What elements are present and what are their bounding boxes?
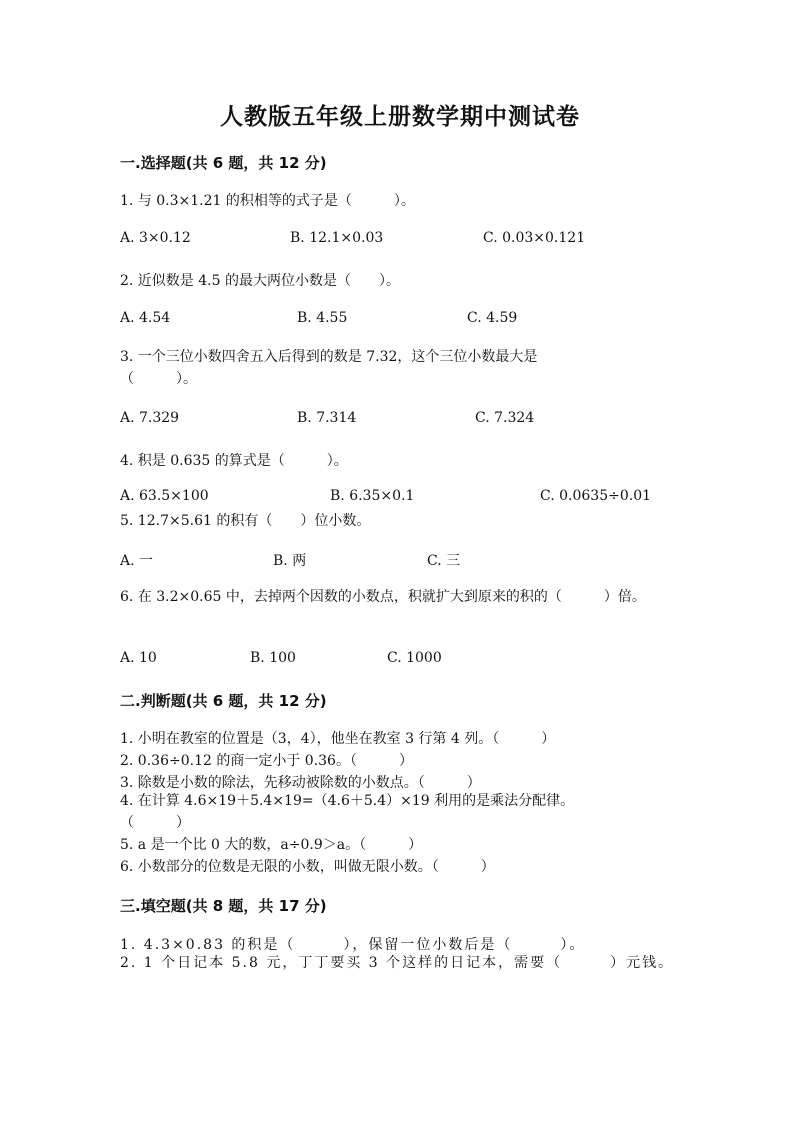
section-heading-judgement: 二.判断题(共 6 题，共 12 分) [120,692,327,710]
option-b: B. 100 [250,650,296,666]
statement: 3. 除数是小数的除法，先移动被除数的小数点。（ ） [120,775,481,791]
option-c: C. 三 [427,553,461,569]
option-c: C. 7.324 [475,410,535,426]
statement: 1. 小明在教室的位置是（3，4），他坐在教室 3 行第 4 列。（ ） [120,731,556,747]
fill-blank-question: 2. 1 个日记本 5.8 元，丁丁要买 3 个这样的日记本，需要（ ）元钱。 [120,955,675,971]
page-title: 人教版五年级上册数学期中测试卷 [220,103,580,130]
option-c: C. 4.59 [467,310,518,326]
fill-blank-question: 1. 4.3×0.83 的积是（ ），保留一位小数后是（ ）。 [120,937,586,953]
option-c: C. 1000 [387,650,442,666]
statement: 2. 0.36÷0.12 的商一定小于 0.36。（ ） [120,753,413,769]
option-a: A. 10 [120,650,157,666]
statement: 6. 小数部分的位数是无限的小数，叫做无限小数。（ ） [120,859,495,875]
option-c: C. 0.03×0.121 [483,230,586,246]
option-a: A. 3×0.12 [120,230,191,246]
option-b: B. 7.314 [297,410,357,426]
question-stem: 4. 积是 0.635 的算式是（ ）。 [120,453,348,469]
option-b: B. 4.55 [297,310,348,326]
section-heading-fill-blank: 三.填空题(共 8 题，共 17 分) [120,897,327,915]
question-stem: 2. 近似数是 4.5 的最大两位小数是（ ）。 [120,273,400,289]
option-a: A. 一 [120,553,154,569]
option-b: B. 两 [273,553,307,569]
option-c: C. 0.0635÷0.01 [540,488,652,504]
option-b: B. 12.1×0.03 [290,230,384,246]
question-stem: 5. 12.7×5.61 的积有（ ）位小数。 [120,513,371,529]
option-a: A. 7.329 [120,410,180,426]
question-stem: 1. 与 0.3×1.21 的积相等的式子是（ ）。 [120,193,415,209]
option-a: A. 63.5×100 [120,488,209,504]
statement: 4. 在计算 4.6×19＋5.4×19=（4.6＋5.4）×19 利用的是乘法分配律。（ ） [120,793,575,831]
question-stem: 6. 在 3.2×0.65 中，去掉两个因数的小数点，积就扩大到原来的积的（ ）倍。 [120,589,646,605]
section-heading-choice: 一.选择题(共 6 题，共 12 分) [120,154,327,172]
option-a: A. 4.54 [120,310,171,326]
option-b: B. 6.35×0.1 [330,488,415,504]
statement: 5. a 是一个比 0 大的数，a÷0.9＞a。（ ） [120,837,423,853]
question-stem: 3. 一个三位小数四舍五入后得到的数是 7.32，这个三位小数最大是（ ）。 [120,349,538,387]
